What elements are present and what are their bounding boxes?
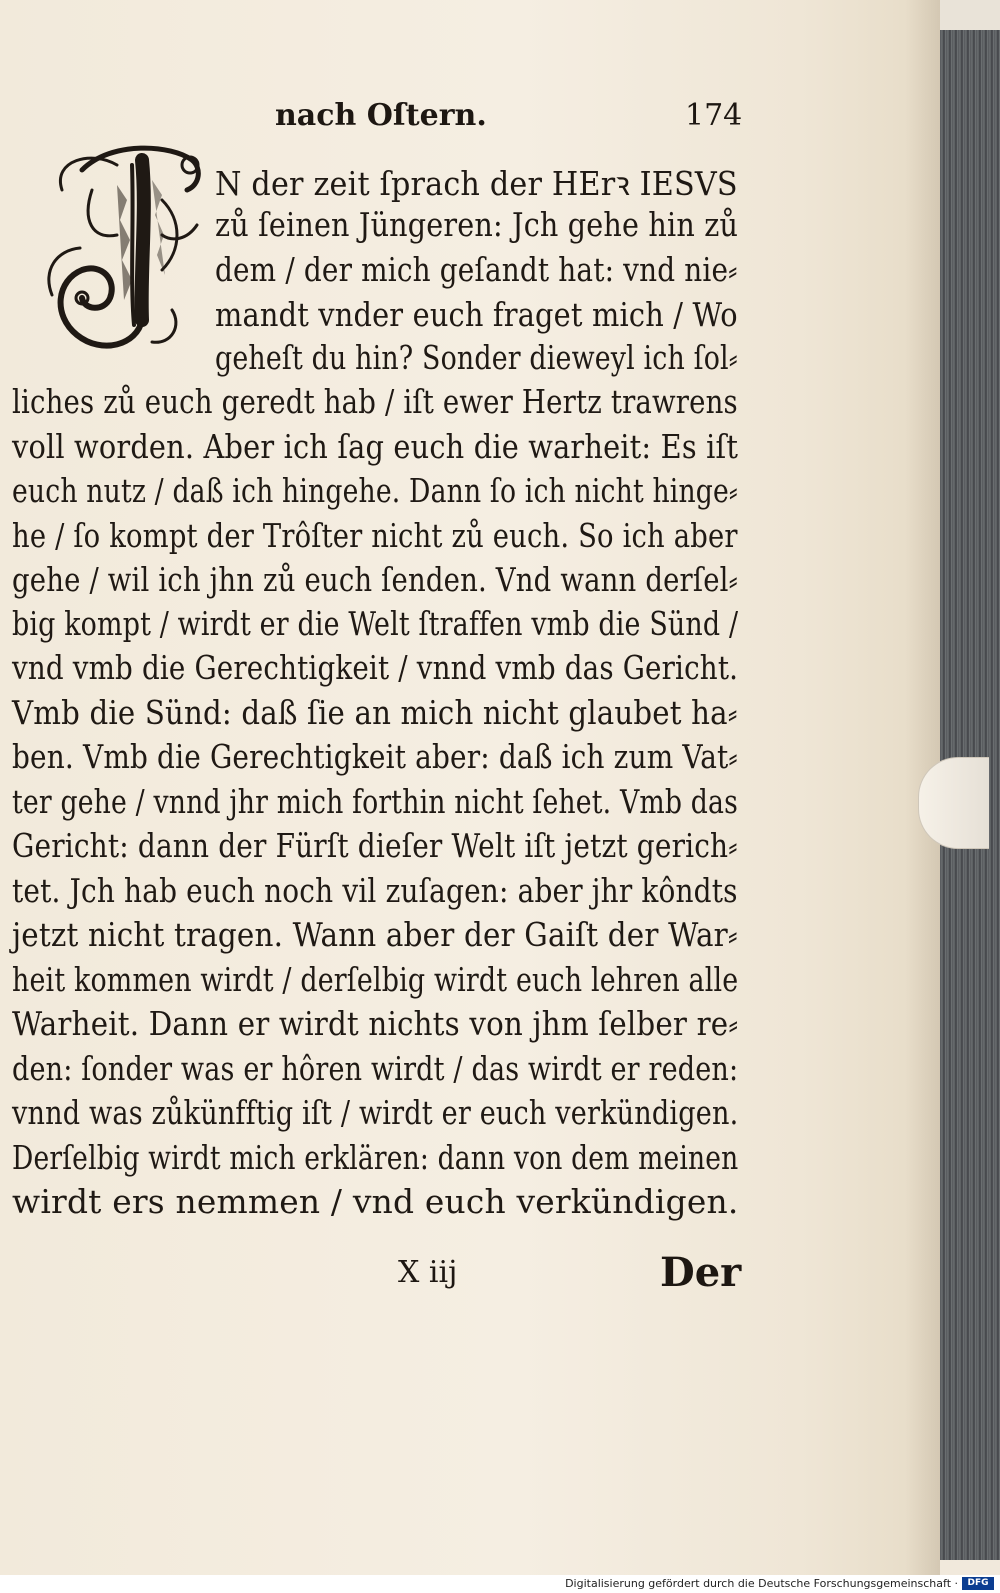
text-line: dem / der mich geſandt hat: vnd nie⸗ — [215, 250, 738, 289]
catchword: Der — [660, 1249, 742, 1296]
text-line: wirdt ers nemmen / vnd euch verkündigen. — [12, 1182, 739, 1221]
text-line: jetzt nicht tragen. Wann aber der Gaiſt der War⸗ — [12, 915, 738, 954]
text-line: Derſelbig wirdt mich erklären: dann von dem meinen — [12, 1138, 739, 1177]
text-line: euch nutz / daß ich hingehe. Dann ſo ich nicht hinge⸗ — [12, 471, 738, 510]
text-line: big kompt / wirdt er die Welt ſtraffen vmb die Sünd / — [12, 604, 739, 643]
page-footer — [0, 1249, 940, 1305]
text-line: Vmb die Sünd: daß ſie an mich nicht glaubet ha⸗ — [12, 693, 738, 732]
text-line: ter gehe / vnnd jhr mich forthin nicht ſehet. Vmb das — [12, 782, 739, 821]
decorated-initial — [22, 130, 212, 360]
text-line: voll worden. Aber ich ſag euch die warheit: Es iſt — [12, 427, 739, 466]
page-edges-top — [940, 0, 1000, 30]
text-line: tet. Jch hab euch noch vil zuſagen: aber jhr kôndts — [12, 871, 738, 910]
decorated-initial-image — [22, 130, 212, 360]
dfg-logo: DFG — [962, 1577, 994, 1590]
text-line: vnd vmb die Gerechtigkeit / vnnd vmb das Gericht. — [12, 648, 739, 687]
text-line: Warheit. Dann er wirdt nichts von jhm ſelber re⸗ — [12, 1004, 739, 1043]
page-number: 174 — [685, 98, 743, 133]
funding-credit: Digitalisierung gefördert durch die Deutsche Forschungsgemeinschaft · — [565, 1577, 958, 1590]
text-line: liches zů euch geredt hab / iſt ewer Hertz trawrens — [12, 382, 738, 421]
text-line: he / ſo kompt der Trôſter nicht zů euch. So ich aber — [12, 516, 738, 555]
signature-mark: X iij — [398, 1255, 458, 1290]
text-line: N der zeit ſprach der HErꝛ IESVS — [215, 164, 738, 203]
text-line: gehe / wil ich jhn zů euch ſenden. Vnd wann derſel⸗ — [12, 560, 738, 599]
text-line: zů ſeinen Jüngeren: Jch gehe hin zů — [215, 205, 739, 244]
text-line: mandt vnder euch fraget mich / Wo — [215, 295, 738, 334]
text-line: heit kommen wirdt / derſelbig wirdt euch lehren alle — [12, 960, 739, 999]
text-line: geheſt du hin? Sonder dieweyl ich ſol⸗ — [215, 338, 738, 377]
page-clip — [918, 757, 989, 849]
text-line: ben. Vmb die Gerechtigkeit aber: daß ich zum Vat⸗ — [12, 737, 738, 776]
text-line: vnnd was zůkünfftig iſt / wirdt er euch verkündigen. — [12, 1093, 739, 1132]
running-title: nach Oſtern. — [275, 98, 487, 133]
text-line: Gericht: dann der Fürſt dieſer Welt iſt jetzt gerich⸗ — [12, 826, 738, 865]
text-line: den: ſonder was er hôren wirdt / das wirdt er reden: — [12, 1049, 739, 1088]
